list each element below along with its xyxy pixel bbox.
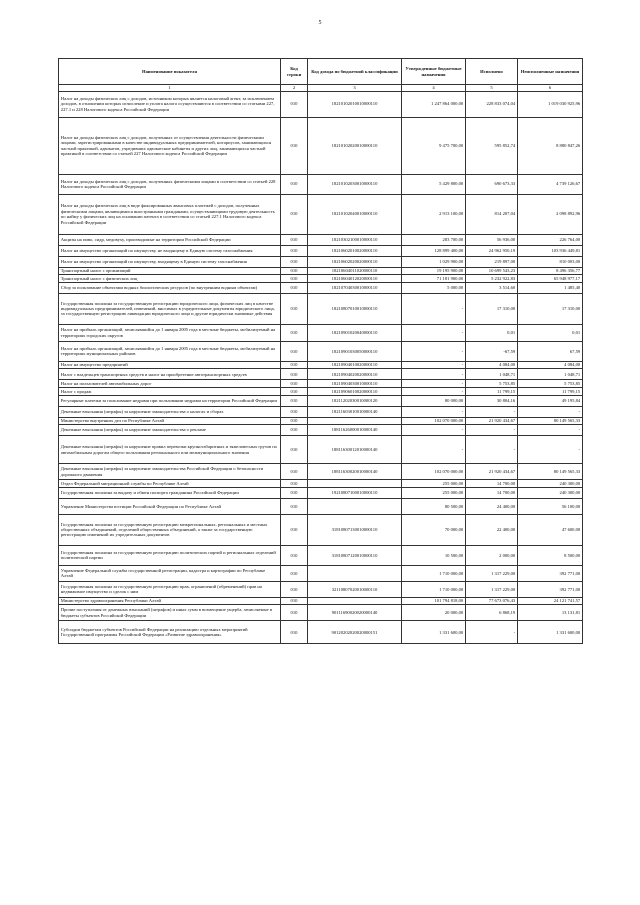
table-row bbox=[59, 621, 583, 644]
row-income-code: 18210904030010000110 bbox=[308, 380, 402, 388]
column-number: 4 bbox=[402, 85, 466, 91]
row-line-code: 010 bbox=[281, 267, 308, 275]
column-number: 2 bbox=[281, 85, 308, 91]
row-income-code: 18210102020010000110 bbox=[308, 117, 402, 174]
row-executed: 77 673 076,43 bbox=[466, 597, 518, 605]
header-line-code: Код строки bbox=[281, 59, 308, 85]
row-name: Прочие поступления от денежных взысканий (штрафов) и иных сумм в возмещение ущерба, зачисляемые в бюджеты субъектов Российской Федерации bbox=[59, 605, 281, 621]
row-executed: 5 753,85 bbox=[466, 380, 518, 388]
table-row bbox=[59, 174, 583, 194]
row-name: Министерство внутренних дел по Республике Алтай bbox=[59, 417, 281, 425]
row-approved: 102 070 000,00 bbox=[402, 464, 466, 480]
header-approved: Утвержденные бюджетные назначения bbox=[402, 59, 466, 85]
row-unexecuted: 810 003,00 bbox=[518, 256, 583, 267]
table-row bbox=[59, 464, 583, 480]
row-name: Налог на пользователей автомобильных дорог bbox=[59, 380, 281, 388]
row-executed: 30 804,16 bbox=[466, 395, 518, 406]
table-row bbox=[59, 387, 583, 395]
row-approved: 70 000,00 bbox=[402, 514, 466, 545]
row-line-code: 010 bbox=[281, 464, 308, 480]
row-income-code: 18210602020020000110 bbox=[308, 256, 402, 267]
table-row bbox=[59, 369, 583, 380]
header-indicator-name: Наименование показателя bbox=[59, 59, 281, 85]
row-approved: - bbox=[402, 406, 466, 417]
row-approved: 1 710 000,00 bbox=[402, 565, 466, 581]
row-line-code: 010 bbox=[281, 498, 308, 514]
row-name: Налог на имущество организаций по имуществу, не входящему в Единую систему газоснабжения bbox=[59, 245, 281, 256]
row-income-code: 18210602010020000110 bbox=[308, 245, 402, 256]
row-income-code: 18811630020010000140 bbox=[308, 464, 402, 480]
row-executed: 4 084,00 bbox=[466, 361, 518, 369]
table-row bbox=[59, 245, 583, 256]
table-row bbox=[59, 498, 583, 514]
table-row bbox=[59, 395, 583, 406]
row-line-code: 010 bbox=[281, 369, 308, 380]
row-executed: 1 048,71 bbox=[466, 369, 518, 380]
row-unexecuted: 56 100,00 bbox=[518, 498, 583, 514]
row-income-code: 18210904010020000110 bbox=[308, 361, 402, 369]
row-line-code: 010 bbox=[281, 514, 308, 545]
row-approved: 20 000,00 bbox=[402, 605, 466, 621]
row-income-code: 18210901030050000110 bbox=[308, 341, 402, 361]
row-unexecuted: 8 500,00 bbox=[518, 545, 583, 565]
row-name: Государственная пошлина за государственную регистрацию политических партий и региональных отделений политической партии bbox=[59, 545, 281, 565]
row-executed: 22 400,00 bbox=[466, 514, 518, 545]
table-row bbox=[59, 597, 583, 605]
row-approved: - bbox=[402, 341, 466, 361]
row-executed: 814 207,04 bbox=[466, 194, 518, 234]
row-name: Налог на доходы физических лиц в виде фиксированных авансовых платежей с доходов, полученных физическими лицами, являющимися иностранными гражданами, осуществляющими трудовую деятельность по найму у физических лиц на основании патента в соответствии со статьей 227.1 Налогового кодекса Российской Федерации bbox=[59, 194, 281, 234]
table-row bbox=[59, 256, 583, 267]
row-name: Регулярные платежи за пользование недрами при пользовании недрами на территории Российской Федерации bbox=[59, 395, 281, 406]
row-approved: - bbox=[402, 387, 466, 395]
row-executed: 10 699 543,23 bbox=[466, 267, 518, 275]
header-income-code: Код дохода по бюджетной классификации bbox=[308, 59, 402, 85]
row-name: Налог на имущество предприятий bbox=[59, 361, 281, 369]
row-income-code: 19210807100010000110 bbox=[308, 487, 402, 498]
table-row bbox=[59, 341, 583, 361]
row-unexecuted: 17 310,00 bbox=[518, 293, 583, 324]
row-line-code: 010 bbox=[281, 361, 308, 369]
table-row bbox=[59, 406, 583, 417]
column-number: 6 bbox=[518, 85, 583, 91]
row-unexecuted: 80 149 565,33 bbox=[518, 417, 583, 425]
row-executed: 595 852,74 bbox=[466, 117, 518, 174]
row-income-code: 18211202030010000120 bbox=[308, 395, 402, 406]
row-approved: 102 070 000,00 bbox=[402, 417, 466, 425]
table-row bbox=[59, 581, 583, 597]
row-unexecuted: 67,59 bbox=[518, 341, 583, 361]
row-unexecuted: 240 300,00 bbox=[518, 487, 583, 498]
row-name: Денежные взыскания (штрафы) за нарушение законодательства о рекламе bbox=[59, 425, 281, 436]
row-line-code: 010 bbox=[281, 324, 308, 341]
row-approved: 128 899 400,00 bbox=[402, 245, 466, 256]
row-approved: - bbox=[402, 293, 466, 324]
row-name: Акцизы на пиво, сидр, медовуху, производимые на территории Российской Федерации bbox=[59, 234, 281, 245]
column-number: 1 bbox=[59, 85, 281, 91]
row-name: Субсидии бюджетам субъектов Российской Федерации на реализацию отдельных мероприятий Государственной программы Российской Федерации «Развитие здравоохранения» bbox=[59, 621, 281, 644]
row-executed: 24 400,00 bbox=[466, 498, 518, 514]
row-executed: 5 232 922,83 bbox=[466, 275, 518, 283]
row-approved: 5 429 800,00 bbox=[402, 174, 466, 194]
row-income-code: 18811630012010000140 bbox=[308, 436, 402, 464]
row-income-code: 18210102040010000110 bbox=[308, 194, 402, 234]
row-unexecuted: 8 880 847,26 bbox=[518, 117, 583, 174]
row-executed: 21 920 434,67 bbox=[466, 464, 518, 480]
row-unexecuted: - bbox=[518, 436, 583, 464]
table-row bbox=[59, 267, 583, 275]
table-row bbox=[59, 480, 583, 488]
table-row bbox=[59, 282, 583, 293]
row-executed: 17 310,00 bbox=[466, 293, 518, 324]
row-approved: 80 500,00 bbox=[402, 498, 466, 514]
table-row bbox=[59, 514, 583, 545]
row-name: Налог с владельцев транспортных средств и налог на приобретение автотранспортных средств bbox=[59, 369, 281, 380]
row-income-code bbox=[308, 417, 402, 425]
row-approved: 255 000,00 bbox=[402, 487, 466, 498]
row-name: Государственная пошлина за государственную регистрацию межрегиональных, региональных и местных общественных объединений, отделений общественных объединений, а также за государственную регистрацию изменений их учредительных документов bbox=[59, 514, 281, 545]
row-name: Управление Министерства юстиции Российской Федерации по Республике Алтай bbox=[59, 498, 281, 514]
row-executed: 14 700,00 bbox=[466, 487, 518, 498]
row-line-code: 010 bbox=[281, 425, 308, 436]
row-line-code: 010 bbox=[281, 406, 308, 417]
row-income-code: 31810807120010000110 bbox=[308, 545, 402, 565]
revenue-table bbox=[58, 58, 583, 644]
row-approved: 1 331 600,00 bbox=[402, 621, 466, 644]
row-executed: 228 833 074,04 bbox=[466, 91, 518, 117]
row-income-code: 18210604011020000110 bbox=[308, 267, 402, 275]
row-approved: 71 181 900,00 bbox=[402, 275, 466, 283]
row-income-code: 18210901020040000110 bbox=[308, 324, 402, 341]
row-name: Государственная пошлина за государственную регистрацию юридического лица, физических лиц в качестве индивидуальных предпринимателей, изменений, вносимых в учредительные документы юридического лица, за государственную регистрацию ликвидации юридического лица и другие юридически значимые действия bbox=[59, 293, 281, 324]
row-line-code: 010 bbox=[281, 245, 308, 256]
row-unexecuted: 103 936 449,81 bbox=[518, 245, 583, 256]
row-unexecuted: 392 771,00 bbox=[518, 565, 583, 581]
row-unexecuted: 11 799,15 bbox=[518, 387, 583, 395]
row-unexecuted: 4 084,00 bbox=[518, 361, 583, 369]
row-income-code: 18210102010010000110 bbox=[308, 91, 402, 117]
row-approved: - bbox=[402, 436, 466, 464]
table-row bbox=[59, 565, 583, 581]
row-line-code: 010 bbox=[281, 597, 308, 605]
row-executed: 1 317 229,00 bbox=[466, 565, 518, 581]
row-approved: 1 029 900,00 bbox=[402, 256, 466, 267]
table-row bbox=[59, 324, 583, 341]
row-executed: - bbox=[466, 621, 518, 644]
row-line-code: 010 bbox=[281, 293, 308, 324]
table-row bbox=[59, 275, 583, 283]
row-name: Сбор за пользование объектами водных биологических ресурсов (по внутренним водным объектам) bbox=[59, 282, 281, 293]
row-income-code: 18210302100010000110 bbox=[308, 234, 402, 245]
row-unexecuted: 1 331 600,00 bbox=[518, 621, 583, 644]
table-row bbox=[59, 425, 583, 436]
table-row bbox=[59, 417, 583, 425]
row-name: Налог на доходы физических лиц с доходов, полученных от осуществления деятельности физическими лицами, зарегистрированными в качестве индивидуальных предпринимателей, нотариусов, занимающихся частной практикой, адвокатов, учредивших адвокатские кабинеты и других лиц, занимающихся частной практикой в соответствии со статьей 227 Налогового кодекса Российской Федерации bbox=[59, 117, 281, 174]
row-unexecuted: 240 300,00 bbox=[518, 480, 583, 488]
row-unexecuted: 4 739 126,67 bbox=[518, 174, 583, 194]
row-name: Налог на доходы физических лиц с доходов, источником которых является налоговый агент, за исключением доходов, в отношении которых исчисление и уплата налога осуществляются в соответствии со статьями 227, 227.1 и 228 Налогового кодекса Российской Федерации bbox=[59, 91, 281, 117]
row-name: Транспортный налог с физических лиц bbox=[59, 275, 281, 283]
row-name: Управление Федеральной службы государственной регистрации, кадастра и картографии по Республике Алтай bbox=[59, 565, 281, 581]
row-line-code: 010 bbox=[281, 487, 308, 498]
row-line-code: 010 bbox=[281, 174, 308, 194]
row-line-code: 010 bbox=[281, 341, 308, 361]
row-income-code: 18210906010020000110 bbox=[308, 387, 402, 395]
table-row bbox=[59, 605, 583, 621]
row-name: Министерство здравоохранения Республики Алтай bbox=[59, 597, 281, 605]
row-name: Денежные взыскания (штрафы) за нарушение правил перевозки крупногабаритных и тяжеловесных грузов по автомобильным дорогам общего пользования регионального или межмуниципального значения bbox=[59, 436, 281, 464]
row-line-code: 010 bbox=[281, 282, 308, 293]
row-line-code: 010 bbox=[281, 234, 308, 245]
row-name: Транспортный налог с организаций bbox=[59, 267, 281, 275]
row-name: Отдел Федеральной миграционной службы по Республике Алтай bbox=[59, 480, 281, 488]
row-unexecuted: 80 149 565,33 bbox=[518, 464, 583, 480]
column-number: 5 bbox=[466, 85, 518, 91]
row-unexecuted: 2 098 892,96 bbox=[518, 194, 583, 234]
row-line-code: 010 bbox=[281, 581, 308, 597]
row-unexecuted: 392 771,00 bbox=[518, 581, 583, 597]
row-executed: - bbox=[466, 425, 518, 436]
row-unexecuted: 1 485,40 bbox=[518, 282, 583, 293]
row-income-code bbox=[308, 565, 402, 581]
row-approved: - bbox=[402, 361, 466, 369]
row-income-code: 18210604012020000110 bbox=[308, 275, 402, 283]
row-name: Налог на имущество организаций по имуществу, входящему в Единую систему газоснабжения bbox=[59, 256, 281, 267]
row-approved: 80 000,00 bbox=[402, 395, 466, 406]
row-income-code bbox=[308, 597, 402, 605]
row-approved: 1 247 864 000,00 bbox=[402, 91, 466, 117]
row-name: Налог на прибыль организаций, зачислявшийся до 1 января 2005 года в местные бюджеты, мобилизуемый на территориях муниципальных районов bbox=[59, 341, 281, 361]
row-unexecuted: 24 121 741,57 bbox=[518, 597, 583, 605]
row-unexecuted: 5 753,85 bbox=[518, 380, 583, 388]
header-executed: Исполнено bbox=[466, 59, 518, 85]
row-executed: 21 920 434,67 bbox=[466, 417, 518, 425]
table-row bbox=[59, 436, 583, 464]
table-row bbox=[59, 361, 583, 369]
row-line-code: 010 bbox=[281, 545, 308, 565]
row-income-code: 18210807010010000110 bbox=[308, 293, 402, 324]
row-executed: 14 700,00 bbox=[466, 480, 518, 488]
row-name: Государственная пошлина за государственную регистрацию прав, ограничений (обременений) прав на недвижимое имущество и сделок с ним bbox=[59, 581, 281, 597]
row-approved: 255 000,00 bbox=[402, 480, 466, 488]
row-approved: - bbox=[402, 425, 466, 436]
row-executed: 24 962 950,19 bbox=[466, 245, 518, 256]
row-approved: 1 710 000,00 bbox=[402, 581, 466, 597]
row-approved: 19 195 900,00 bbox=[402, 267, 466, 275]
row-executed: 1 317 229,00 bbox=[466, 581, 518, 597]
row-approved: - bbox=[402, 324, 466, 341]
row-name: Государственная пошлина за выдачу и обмен паспорта гражданина Российской Федерации bbox=[59, 487, 281, 498]
page-number: 5 bbox=[318, 20, 322, 26]
row-approved: 2 913 100,00 bbox=[402, 194, 466, 234]
row-approved: - bbox=[402, 380, 466, 388]
table-row bbox=[59, 234, 583, 245]
row-income-code: 18210102030010000110 bbox=[308, 174, 402, 194]
row-line-code: 010 bbox=[281, 480, 308, 488]
row-income-code bbox=[308, 498, 402, 514]
row-line-code: 010 bbox=[281, 275, 308, 283]
row-line-code: 010 bbox=[281, 380, 308, 388]
row-executed: 11 799,15 bbox=[466, 387, 518, 395]
row-unexecuted: 13 131,81 bbox=[518, 605, 583, 621]
row-name: Налог на прибыль организаций, зачислявшийся до 1 января 2005 года в местные бюджеты, мобилизуемый на территориях городских округов bbox=[59, 324, 281, 341]
row-unexecuted: 226 764,00 bbox=[518, 234, 583, 245]
row-income-code: 32110807020010000110 bbox=[308, 581, 402, 597]
row-executed: 690 673,33 bbox=[466, 174, 518, 194]
row-unexecuted: 49 195,84 bbox=[518, 395, 583, 406]
table-row bbox=[59, 117, 583, 174]
row-approved: 101 794 818,00 bbox=[402, 597, 466, 605]
row-name: Налог на доходы физических лиц с доходов, полученных физическими лицами в соответствии со статьей 228 Налогового кодекса Российской Федерации bbox=[59, 174, 281, 194]
row-line-code: 010 bbox=[281, 605, 308, 621]
row-executed: 0,01 bbox=[466, 324, 518, 341]
table-row bbox=[59, 194, 583, 234]
row-line-code: 010 bbox=[281, 194, 308, 234]
table-row bbox=[59, 293, 583, 324]
column-number: 3 bbox=[308, 85, 402, 91]
row-unexecuted: 47 600,00 bbox=[518, 514, 583, 545]
table-row bbox=[59, 380, 583, 388]
row-approved: 9 475 700,00 bbox=[402, 117, 466, 174]
row-name: Денежные взыскания (штрафы) за нарушение законодательства о налогах и сборах bbox=[59, 406, 281, 417]
row-unexecuted: 8 496 356,77 bbox=[518, 267, 583, 275]
row-line-code: 010 bbox=[281, 621, 308, 644]
row-name: Денежные взыскания (штрафы) за нарушение законодательства Российской Федерации о безопасности дорожного движения bbox=[59, 464, 281, 480]
row-executed: 2 000,00 bbox=[466, 545, 518, 565]
row-income-code: 18210904020020000110 bbox=[308, 369, 402, 380]
row-line-code: 010 bbox=[281, 436, 308, 464]
row-approved: - bbox=[402, 369, 466, 380]
header-unexecuted: Неисполненные назначения bbox=[518, 59, 583, 85]
row-income-code: 90111690020020000140 bbox=[308, 605, 402, 621]
row-income-code: 18210704030010000110 bbox=[308, 282, 402, 293]
row-line-code: 010 bbox=[281, 256, 308, 267]
row-income-code: 18211603010010000140 bbox=[308, 406, 402, 417]
row-executed: 3 514,60 bbox=[466, 282, 518, 293]
row-income-code: 90120202020020000151 bbox=[308, 621, 402, 644]
row-unexecuted: 1 048,71 bbox=[518, 369, 583, 380]
row-executed: 6 868,19 bbox=[466, 605, 518, 621]
row-line-code: 010 bbox=[281, 417, 308, 425]
row-executed: 219 897,00 bbox=[466, 256, 518, 267]
row-unexecuted: - bbox=[518, 425, 583, 436]
row-unexecuted: 0,01 bbox=[518, 324, 583, 341]
row-line-code: 010 bbox=[281, 395, 308, 406]
row-approved: 5 000,00 bbox=[402, 282, 466, 293]
table-row bbox=[59, 487, 583, 498]
row-executed: -67,59 bbox=[466, 341, 518, 361]
row-approved: 10 500,00 bbox=[402, 545, 466, 565]
table-row bbox=[59, 91, 583, 117]
row-unexecuted: 1 019 030 925,96 bbox=[518, 91, 583, 117]
row-executed: - bbox=[466, 406, 518, 417]
row-line-code: 010 bbox=[281, 117, 308, 174]
header-row bbox=[59, 59, 583, 85]
row-line-code: 010 bbox=[281, 565, 308, 581]
row-unexecuted: - bbox=[518, 406, 583, 417]
row-line-code: 010 bbox=[281, 91, 308, 117]
row-income-code: 31810807130010000110 bbox=[308, 514, 402, 545]
row-unexecuted: 65 948 977,17 bbox=[518, 275, 583, 283]
row-approved: 283 700,00 bbox=[402, 234, 466, 245]
row-name: Налог с продаж bbox=[59, 387, 281, 395]
row-executed: - bbox=[466, 436, 518, 464]
table-row bbox=[59, 545, 583, 565]
row-executed: 56 936,00 bbox=[466, 234, 518, 245]
row-income-code bbox=[308, 480, 402, 488]
row-income-code: 18811626000010000140 bbox=[308, 425, 402, 436]
row-line-code: 010 bbox=[281, 387, 308, 395]
